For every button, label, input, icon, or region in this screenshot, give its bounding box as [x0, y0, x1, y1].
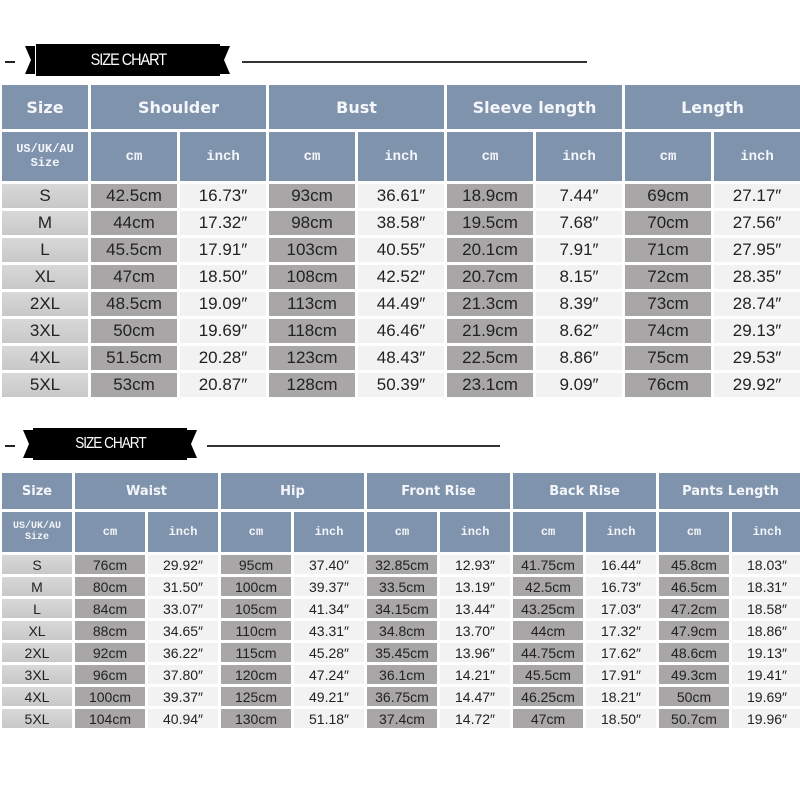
pants-cm-cell: 50.7cm	[659, 709, 729, 728]
table-row	[2, 687, 800, 706]
size-cell: 4XL	[2, 687, 72, 706]
pants-in-cell: 18.58″	[732, 599, 800, 618]
header-size: Size	[2, 85, 88, 129]
length-cm-cell: 76cm	[625, 373, 711, 397]
shoulder-cm-cell: 50cm	[91, 319, 177, 343]
shoulder-cm-cell: 48.5cm	[91, 292, 177, 316]
front-cm-cell: 33.5cm	[367, 577, 437, 596]
length-in-cell: 29.53″	[714, 346, 800, 370]
unit-inch: inch	[358, 132, 444, 181]
waist-in-cell: 36.22″	[148, 643, 218, 662]
back-cm-cell: 41.75cm	[513, 555, 583, 574]
back-cm-cell: 44cm	[513, 621, 583, 640]
front-in-cell: 13.19″	[440, 577, 510, 596]
bust-in-cell: 46.46″	[358, 319, 444, 343]
header-front-rise: Front Rise	[367, 473, 510, 509]
sleeve-cm-cell: 21.9cm	[447, 319, 533, 343]
shoulder-in-cell: 18.50″	[180, 265, 266, 289]
pants-cm-cell: 47.9cm	[659, 621, 729, 640]
bust-in-cell: 50.39″	[358, 373, 444, 397]
hip-in-cell: 47.24″	[294, 665, 364, 684]
sleeve-in-cell: 8.39″	[536, 292, 622, 316]
hip-in-cell: 51.18″	[294, 709, 364, 728]
shoulder-in-cell: 16.73″	[180, 184, 266, 208]
banner-rule	[242, 61, 587, 63]
hip-in-cell: 37.40″	[294, 555, 364, 574]
banner-box	[36, 44, 220, 76]
front-in-cell: 14.72″	[440, 709, 510, 728]
waist-cm-cell: 76cm	[75, 555, 145, 574]
front-cm-cell: 32.85cm	[367, 555, 437, 574]
front-in-cell: 14.47″	[440, 687, 510, 706]
back-cm-cell: 44.75cm	[513, 643, 583, 662]
sleeve-cm-cell: 20.1cm	[447, 238, 533, 262]
sleeve-in-cell: 7.44″	[536, 184, 622, 208]
back-cm-cell: 43.25cm	[513, 599, 583, 618]
size-cell: 3XL	[2, 665, 72, 684]
size-cell: M	[2, 211, 88, 235]
unit-cm: cm	[221, 512, 291, 552]
pants-in-cell: 19.41″	[732, 665, 800, 684]
hip-in-cell: 43.31″	[294, 621, 364, 640]
sleeve-in-cell: 8.62″	[536, 319, 622, 343]
pants-in-cell: 18.03″	[732, 555, 800, 574]
unit-inch: inch	[148, 512, 218, 552]
bust-cm-cell: 113cm	[269, 292, 355, 316]
header-row-units	[2, 512, 800, 552]
shoulder-in-cell: 17.32″	[180, 211, 266, 235]
length-cm-cell: 74cm	[625, 319, 711, 343]
unit-cm: cm	[269, 132, 355, 181]
banner-rule	[207, 445, 500, 447]
pants-in-cell: 19.96″	[732, 709, 800, 728]
size-region-line2: Size	[30, 155, 60, 170]
back-cm-cell: 47cm	[513, 709, 583, 728]
bust-cm-cell: 98cm	[269, 211, 355, 235]
pants-in-cell: 18.31″	[732, 577, 800, 596]
ribbon-left-tail	[25, 46, 35, 74]
header-row-groups	[2, 473, 800, 509]
sleeve-cm-cell: 23.1cm	[447, 373, 533, 397]
size-cell: S	[2, 184, 88, 208]
length-cm-cell: 72cm	[625, 265, 711, 289]
table-row	[2, 709, 800, 728]
sleeve-in-cell: 7.68″	[536, 211, 622, 235]
sleeve-cm-cell: 21.3cm	[447, 292, 533, 316]
hip-cm-cell: 110cm	[221, 621, 291, 640]
unit-cm: cm	[367, 512, 437, 552]
bust-cm-cell: 123cm	[269, 346, 355, 370]
waist-cm-cell: 80cm	[75, 577, 145, 596]
sleeve-in-cell: 8.15″	[536, 265, 622, 289]
size-cell: L	[2, 238, 88, 262]
hip-cm-cell: 120cm	[221, 665, 291, 684]
banner-dash	[5, 445, 15, 447]
pants-cm-cell: 47.2cm	[659, 599, 729, 618]
front-in-cell: 14.21″	[440, 665, 510, 684]
back-cm-cell: 45.5cm	[513, 665, 583, 684]
bust-in-cell: 48.43″	[358, 346, 444, 370]
back-in-cell: 17.91″	[586, 665, 656, 684]
hip-cm-cell: 115cm	[221, 643, 291, 662]
hip-cm-cell: 100cm	[221, 577, 291, 596]
waist-cm-cell: 92cm	[75, 643, 145, 662]
waist-cm-cell: 88cm	[75, 621, 145, 640]
shoulder-in-cell: 19.69″	[180, 319, 266, 343]
bottom-size-table	[0, 470, 800, 731]
size-cell: 2XL	[2, 292, 88, 316]
hip-cm-cell: 130cm	[221, 709, 291, 728]
header-bust: Bust	[269, 85, 444, 129]
ribbon-right-tail	[187, 430, 197, 458]
back-in-cell: 16.44″	[586, 555, 656, 574]
pants-cm-cell: 46.5cm	[659, 577, 729, 596]
hip-cm-cell: 95cm	[221, 555, 291, 574]
header-size-region	[2, 132, 88, 181]
bottom-size-chart-banner	[0, 428, 520, 464]
table-row	[2, 265, 800, 289]
shoulder-in-cell: 17.91″	[180, 238, 266, 262]
shoulder-in-cell: 20.28″	[180, 346, 266, 370]
length-in-cell: 28.35″	[714, 265, 800, 289]
front-in-cell: 12.93″	[440, 555, 510, 574]
unit-inch: inch	[180, 132, 266, 181]
sleeve-cm-cell: 22.5cm	[447, 346, 533, 370]
header-waist: Waist	[75, 473, 218, 509]
unit-cm: cm	[625, 132, 711, 181]
back-in-cell: 18.21″	[586, 687, 656, 706]
table-row	[2, 599, 800, 618]
front-in-cell: 13.96″	[440, 643, 510, 662]
unit-cm: cm	[75, 512, 145, 552]
back-in-cell: 18.50″	[586, 709, 656, 728]
front-cm-cell: 34.15cm	[367, 599, 437, 618]
waist-cm-cell: 84cm	[75, 599, 145, 618]
back-in-cell: 16.73″	[586, 577, 656, 596]
size-cell: L	[2, 599, 72, 618]
banner-box	[33, 428, 187, 460]
front-cm-cell: 37.4cm	[367, 709, 437, 728]
size-cell: S	[2, 555, 72, 574]
table-row	[2, 665, 800, 684]
header-hip: Hip	[221, 473, 364, 509]
length-cm-cell: 73cm	[625, 292, 711, 316]
size-cell: M	[2, 577, 72, 596]
sleeve-cm-cell: 20.7cm	[447, 265, 533, 289]
shoulder-cm-cell: 44cm	[91, 211, 177, 235]
table-row	[2, 238, 800, 262]
waist-in-cell: 29.92″	[148, 555, 218, 574]
sleeve-in-cell: 7.91″	[536, 238, 622, 262]
hip-in-cell: 39.37″	[294, 577, 364, 596]
waist-in-cell: 40.94″	[148, 709, 218, 728]
front-cm-cell: 36.1cm	[367, 665, 437, 684]
waist-cm-cell: 100cm	[75, 687, 145, 706]
front-in-cell: 13.44″	[440, 599, 510, 618]
header-pants-length: Pants Length	[659, 473, 800, 509]
hip-in-cell: 45.28″	[294, 643, 364, 662]
table-row	[2, 577, 800, 596]
length-in-cell: 27.56″	[714, 211, 800, 235]
size-region-line1: US/UK/AU	[16, 141, 74, 156]
front-cm-cell: 36.75cm	[367, 687, 437, 706]
shoulder-cm-cell: 45.5cm	[91, 238, 177, 262]
waist-in-cell: 34.65″	[148, 621, 218, 640]
pants-cm-cell: 48.6cm	[659, 643, 729, 662]
size-region-line1: US/UK/AU	[12, 520, 61, 532]
unit-inch: inch	[294, 512, 364, 552]
ribbon-right-tail	[220, 46, 230, 74]
bust-in-cell: 38.58″	[358, 211, 444, 235]
header-size-region	[2, 512, 72, 552]
shoulder-in-cell: 20.87″	[180, 373, 266, 397]
size-region-line2: Size	[24, 532, 49, 543]
length-cm-cell: 75cm	[625, 346, 711, 370]
back-in-cell: 17.32″	[586, 621, 656, 640]
waist-in-cell: 39.37″	[148, 687, 218, 706]
ribbon-left-tail	[23, 430, 33, 458]
length-in-cell: 29.92″	[714, 373, 800, 397]
table-row	[2, 555, 800, 574]
shoulder-cm-cell: 51.5cm	[91, 346, 177, 370]
bust-in-cell: 40.55″	[358, 238, 444, 262]
table-row	[2, 292, 800, 316]
unit-inch: inch	[440, 512, 510, 552]
unit-cm: cm	[447, 132, 533, 181]
pants-in-cell: 19.13″	[732, 643, 800, 662]
pants-in-cell: 18.86″	[732, 621, 800, 640]
sleeve-in-cell: 8.86″	[536, 346, 622, 370]
unit-inch: inch	[732, 512, 800, 552]
size-cell: 5XL	[2, 709, 72, 728]
shoulder-cm-cell: 53cm	[91, 373, 177, 397]
bust-cm-cell: 103cm	[269, 238, 355, 262]
length-in-cell: 27.17″	[714, 184, 800, 208]
size-cell: 3XL	[2, 319, 88, 343]
waist-cm-cell: 96cm	[75, 665, 145, 684]
top-size-table	[0, 82, 800, 400]
size-cell: 4XL	[2, 346, 88, 370]
back-cm-cell: 42.5cm	[513, 577, 583, 596]
size-cell: XL	[2, 621, 72, 640]
unit-inch: inch	[714, 132, 800, 181]
front-cm-cell: 35.45cm	[367, 643, 437, 662]
size-cell: 2XL	[2, 643, 72, 662]
unit-cm: cm	[659, 512, 729, 552]
size-cell: XL	[2, 265, 88, 289]
sleeve-cm-cell: 18.9cm	[447, 184, 533, 208]
front-in-cell: 13.70″	[440, 621, 510, 640]
header-sleeve-length: Sleeve length	[447, 85, 622, 129]
length-in-cell: 29.13″	[714, 319, 800, 343]
table-row	[2, 319, 800, 343]
header-back-rise: Back Rise	[513, 473, 656, 509]
pants-cm-cell: 50cm	[659, 687, 729, 706]
back-in-cell: 17.03″	[586, 599, 656, 618]
pants-in-cell: 19.69″	[732, 687, 800, 706]
top-size-chart-banner	[0, 44, 600, 80]
bust-cm-cell: 118cm	[269, 319, 355, 343]
waist-in-cell: 37.80″	[148, 665, 218, 684]
bust-in-cell: 42.52″	[358, 265, 444, 289]
shoulder-cm-cell: 42.5cm	[91, 184, 177, 208]
waist-in-cell: 33.07″	[148, 599, 218, 618]
length-in-cell: 27.95″	[714, 238, 800, 262]
table-row	[2, 211, 800, 235]
hip-cm-cell: 125cm	[221, 687, 291, 706]
bust-in-cell: 36.61″	[358, 184, 444, 208]
waist-in-cell: 31.50″	[148, 577, 218, 596]
table-row	[2, 621, 800, 640]
unit-cm: cm	[513, 512, 583, 552]
hip-in-cell: 49.21″	[294, 687, 364, 706]
pants-cm-cell: 49.3cm	[659, 665, 729, 684]
length-cm-cell: 70cm	[625, 211, 711, 235]
unit-inch: inch	[586, 512, 656, 552]
unit-cm: cm	[91, 132, 177, 181]
unit-inch: inch	[536, 132, 622, 181]
banner-title: SIZE CHART	[74, 435, 146, 452]
back-cm-cell: 46.25cm	[513, 687, 583, 706]
sleeve-cm-cell: 19.5cm	[447, 211, 533, 235]
pants-cm-cell: 45.8cm	[659, 555, 729, 574]
sleeve-in-cell: 9.09″	[536, 373, 622, 397]
header-row-units	[2, 132, 800, 181]
bust-cm-cell: 93cm	[269, 184, 355, 208]
length-cm-cell: 69cm	[625, 184, 711, 208]
shoulder-cm-cell: 47cm	[91, 265, 177, 289]
size-cell: 5XL	[2, 373, 88, 397]
header-size: Size	[2, 473, 72, 509]
bust-cm-cell: 128cm	[269, 373, 355, 397]
bust-cm-cell: 108cm	[269, 265, 355, 289]
header-length: Length	[625, 85, 800, 129]
shoulder-in-cell: 19.09″	[180, 292, 266, 316]
hip-in-cell: 41.34″	[294, 599, 364, 618]
bust-in-cell: 44.49″	[358, 292, 444, 316]
table-row	[2, 184, 800, 208]
banner-title: SIZE CHART	[90, 50, 166, 69]
hip-cm-cell: 105cm	[221, 599, 291, 618]
header-shoulder: Shoulder	[91, 85, 266, 129]
back-in-cell: 17.62″	[586, 643, 656, 662]
banner-dash	[5, 61, 15, 63]
length-cm-cell: 71cm	[625, 238, 711, 262]
table-row	[2, 643, 800, 662]
length-in-cell: 28.74″	[714, 292, 800, 316]
front-cm-cell: 34.8cm	[367, 621, 437, 640]
waist-cm-cell: 104cm	[75, 709, 145, 728]
table-row	[2, 373, 800, 397]
table-row	[2, 346, 800, 370]
header-row-groups	[2, 85, 800, 129]
